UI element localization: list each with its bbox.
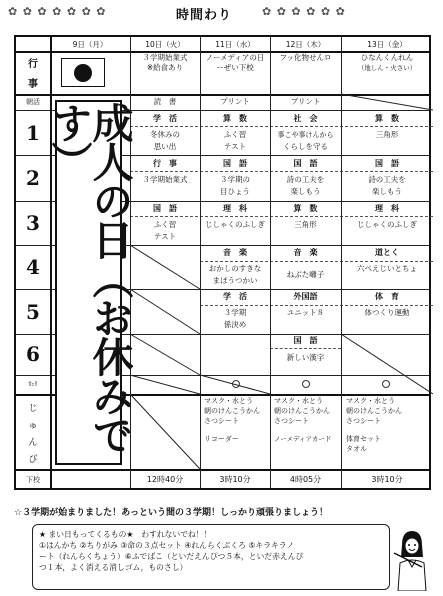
holiday-banner (44, 100, 134, 465)
note-line: つ１本，よく消える消しゴム，ものさし） (39, 563, 188, 572)
announcement-line: ☆３学期が始まりました！あっという間の３学期！しっかり頑張りましょう！ (14, 508, 328, 518)
row-label-period-6: 6 (26, 342, 40, 366)
p1-fri-subject: 算 数 (375, 114, 399, 123)
junbi-fri: 体育セット (346, 435, 381, 443)
p2-fri-detail: 楽しもう (372, 187, 402, 196)
junbi-thu: ノーメディアカード (274, 435, 332, 443)
p4-thu-detail: ねぶた囃子 (286, 270, 325, 279)
event-fri: ひなんくんれん (360, 53, 414, 62)
asakatsu-wed: プリント (220, 97, 250, 106)
geko-fri: 3時10分 (371, 475, 403, 484)
page-header (0, 0, 443, 24)
junbi-thu: さつシート (274, 417, 309, 425)
row-label-period-4: 4 (26, 255, 40, 279)
day-header-thu: 12日（木） (285, 40, 326, 49)
japan-flag-icon (61, 58, 105, 87)
p2-fri-subject: 国 語 (375, 159, 399, 168)
row-label-period-3: 3 (26, 211, 40, 235)
p5-wed-detail: 係決め (223, 320, 247, 329)
p1-wed-detail: テスト (223, 142, 247, 151)
p2-thu-subject: 国 語 (293, 159, 318, 168)
row-label-period-5: 5 (26, 300, 40, 324)
asakatsu-thu: プリント (290, 97, 321, 106)
p5-fri-detail: 体つくり運動 (364, 308, 410, 317)
p1-thu-subject: 社 会 (293, 114, 318, 123)
junbi-fri: タオル (346, 445, 367, 453)
junbi-wed: 朝のけんこうかん (204, 407, 260, 415)
teacher-illustration-icon (392, 527, 432, 591)
p1-wed-detail: ふく習 (223, 130, 247, 139)
event-wed: ーぜい下校 (216, 63, 254, 72)
p1-tue-detail: 冬休みの (150, 130, 180, 139)
junbi-wed: さつシート (204, 417, 239, 425)
p3-wed-detail: じしゃくのふしぎ (205, 220, 265, 229)
p2-thu-detail: 詩の工夫を (286, 175, 325, 184)
return-circle-fri (382, 380, 390, 388)
p5-wed-detail: ３学期 (223, 308, 247, 317)
p5-thu-subject: 外国語 (293, 292, 318, 301)
junbi-thu: 朝のけんこうかん (274, 407, 330, 415)
row-label-period-1: 1 (26, 121, 40, 145)
p1-thu-detail: くらしを守る (283, 142, 328, 151)
event-tue: ※給食あり (146, 63, 184, 72)
p6-thu-subject: 国 語 (293, 336, 318, 345)
junbi-fri: 朝のけんこうかん (346, 407, 402, 415)
asakatsu-tue: 読 書 (153, 97, 177, 106)
event-thu: フッ化物せんロ (279, 53, 332, 62)
row-label-geko: 下校 (26, 476, 40, 484)
p3-thu-detail: 三角形 (294, 220, 317, 229)
flower-decoration-left: ✿ ✿ ✿ ✿ ✿ ✿ ✿ (8, 5, 107, 18)
row-label-junbi: じ (28, 404, 38, 414)
row-label-junbi: び (28, 455, 38, 465)
p5-wed-subject: 学 活 (223, 292, 247, 301)
row-label-gyouji: 事 (28, 79, 38, 90)
p3-wed-subject: 理 科 (223, 204, 247, 213)
p5-fri-subject: 体 育 (375, 292, 399, 301)
flower-decoration-right: ✿ ✿ ✿ ✿ ✿ ✿ (262, 5, 346, 18)
note-line: ート（れんらくちょう）⑥ふでばこ（といだえんぴつ５本，といだ赤えんぴ (39, 552, 304, 561)
p1-tue-subject: 学 活 (153, 114, 177, 123)
page-title: 時間わり (176, 8, 233, 23)
row-label-junbi: ゅ (28, 421, 38, 431)
p1-thu-detail: 事こや事けんから (277, 131, 334, 139)
return-circle-wed (232, 380, 240, 388)
flag-sun (74, 64, 92, 82)
row-label-asakatsu: 朝活 (26, 98, 40, 106)
p3-tue-detail: テスト (153, 232, 177, 241)
p4-thu-subject: 音 楽 (293, 248, 318, 257)
p2-fri-detail: 詩の工夫を (368, 175, 406, 184)
junbi-fri: マスク・水とう (346, 397, 395, 405)
junbi-fri: さつシート (346, 417, 381, 425)
geko-wed: 3時10分 (219, 475, 251, 484)
p4-fri-subject: 道とく (375, 248, 399, 257)
row-label-gyouji: 行 (28, 59, 38, 70)
day-header-tue: 10日（火） (145, 40, 185, 49)
p2-wed-subject: 国 語 (223, 159, 247, 168)
daily-items-note (32, 524, 390, 590)
p2-wed-detail: ３学期の (220, 175, 250, 184)
p4-wed-detail: おかしのすきな (208, 264, 262, 273)
junbi-thu: マスク・水とう (274, 397, 323, 405)
p2-tue-detail: ３学期始業式 (142, 175, 188, 184)
day-header-fri: 13日（金） (367, 40, 407, 49)
p3-tue-detail: ふく習 (153, 220, 177, 229)
row-label-kaeri: ｶｪﾘ (28, 381, 38, 388)
p2-tue-subject: 行 事 (153, 159, 177, 168)
event-wed: ノーメディアの日 (205, 53, 265, 62)
p3-fri-subject: 理 科 (375, 204, 399, 213)
holiday-banner-text: 成人の日（お休みです） (44, 102, 134, 453)
geko-tue: 12時40分 (146, 475, 184, 484)
p1-fri-detail: 三角形 (375, 130, 399, 139)
p5-thu-detail: ユニット８ (286, 308, 325, 317)
p3-thu-subject: 算 数 (293, 204, 318, 213)
event-tue: ３学期始業式 (142, 53, 188, 62)
event-fri: （地しん・火さい） (357, 64, 417, 72)
p4-wed-detail: まほうつかい (212, 276, 258, 285)
day-header-wed: 11日（水） (215, 40, 255, 49)
note-line: ①はんかち ②ちりがみ ③命の３点セット ④れんらくぶくろ ⑤キラキラノ (39, 541, 295, 550)
p1-wed-subject: 算 数 (223, 114, 247, 123)
p2-wed-detail: 目ひょう (220, 187, 250, 196)
row-label-period-2: 2 (26, 166, 40, 190)
junbi-wed: マスク・水とう (204, 397, 253, 405)
row-label-junbi: ん (28, 438, 38, 448)
junbi-wed: リコーダー (204, 435, 239, 443)
p6-thu-detail: 新しい漢字 (286, 353, 325, 362)
p4-fri-detail: 六ぺえじいとちょ (357, 264, 417, 273)
p3-tue-subject: 国 語 (153, 204, 177, 213)
p3-fri-detail: じしゃくのふしぎ (357, 220, 417, 229)
return-circle-thu (302, 380, 310, 388)
geko-thu: 4時05分 (289, 475, 322, 484)
day-header-mon: 9日（月） (72, 40, 108, 49)
p2-thu-detail: 楽しもう (290, 187, 321, 196)
note-heading: ★ まい日もってくるもの★ わすれないでね！！ (39, 530, 212, 539)
p4-wed-subject: 音 楽 (223, 248, 247, 257)
p1-tue-detail: 思い出 (153, 142, 177, 151)
